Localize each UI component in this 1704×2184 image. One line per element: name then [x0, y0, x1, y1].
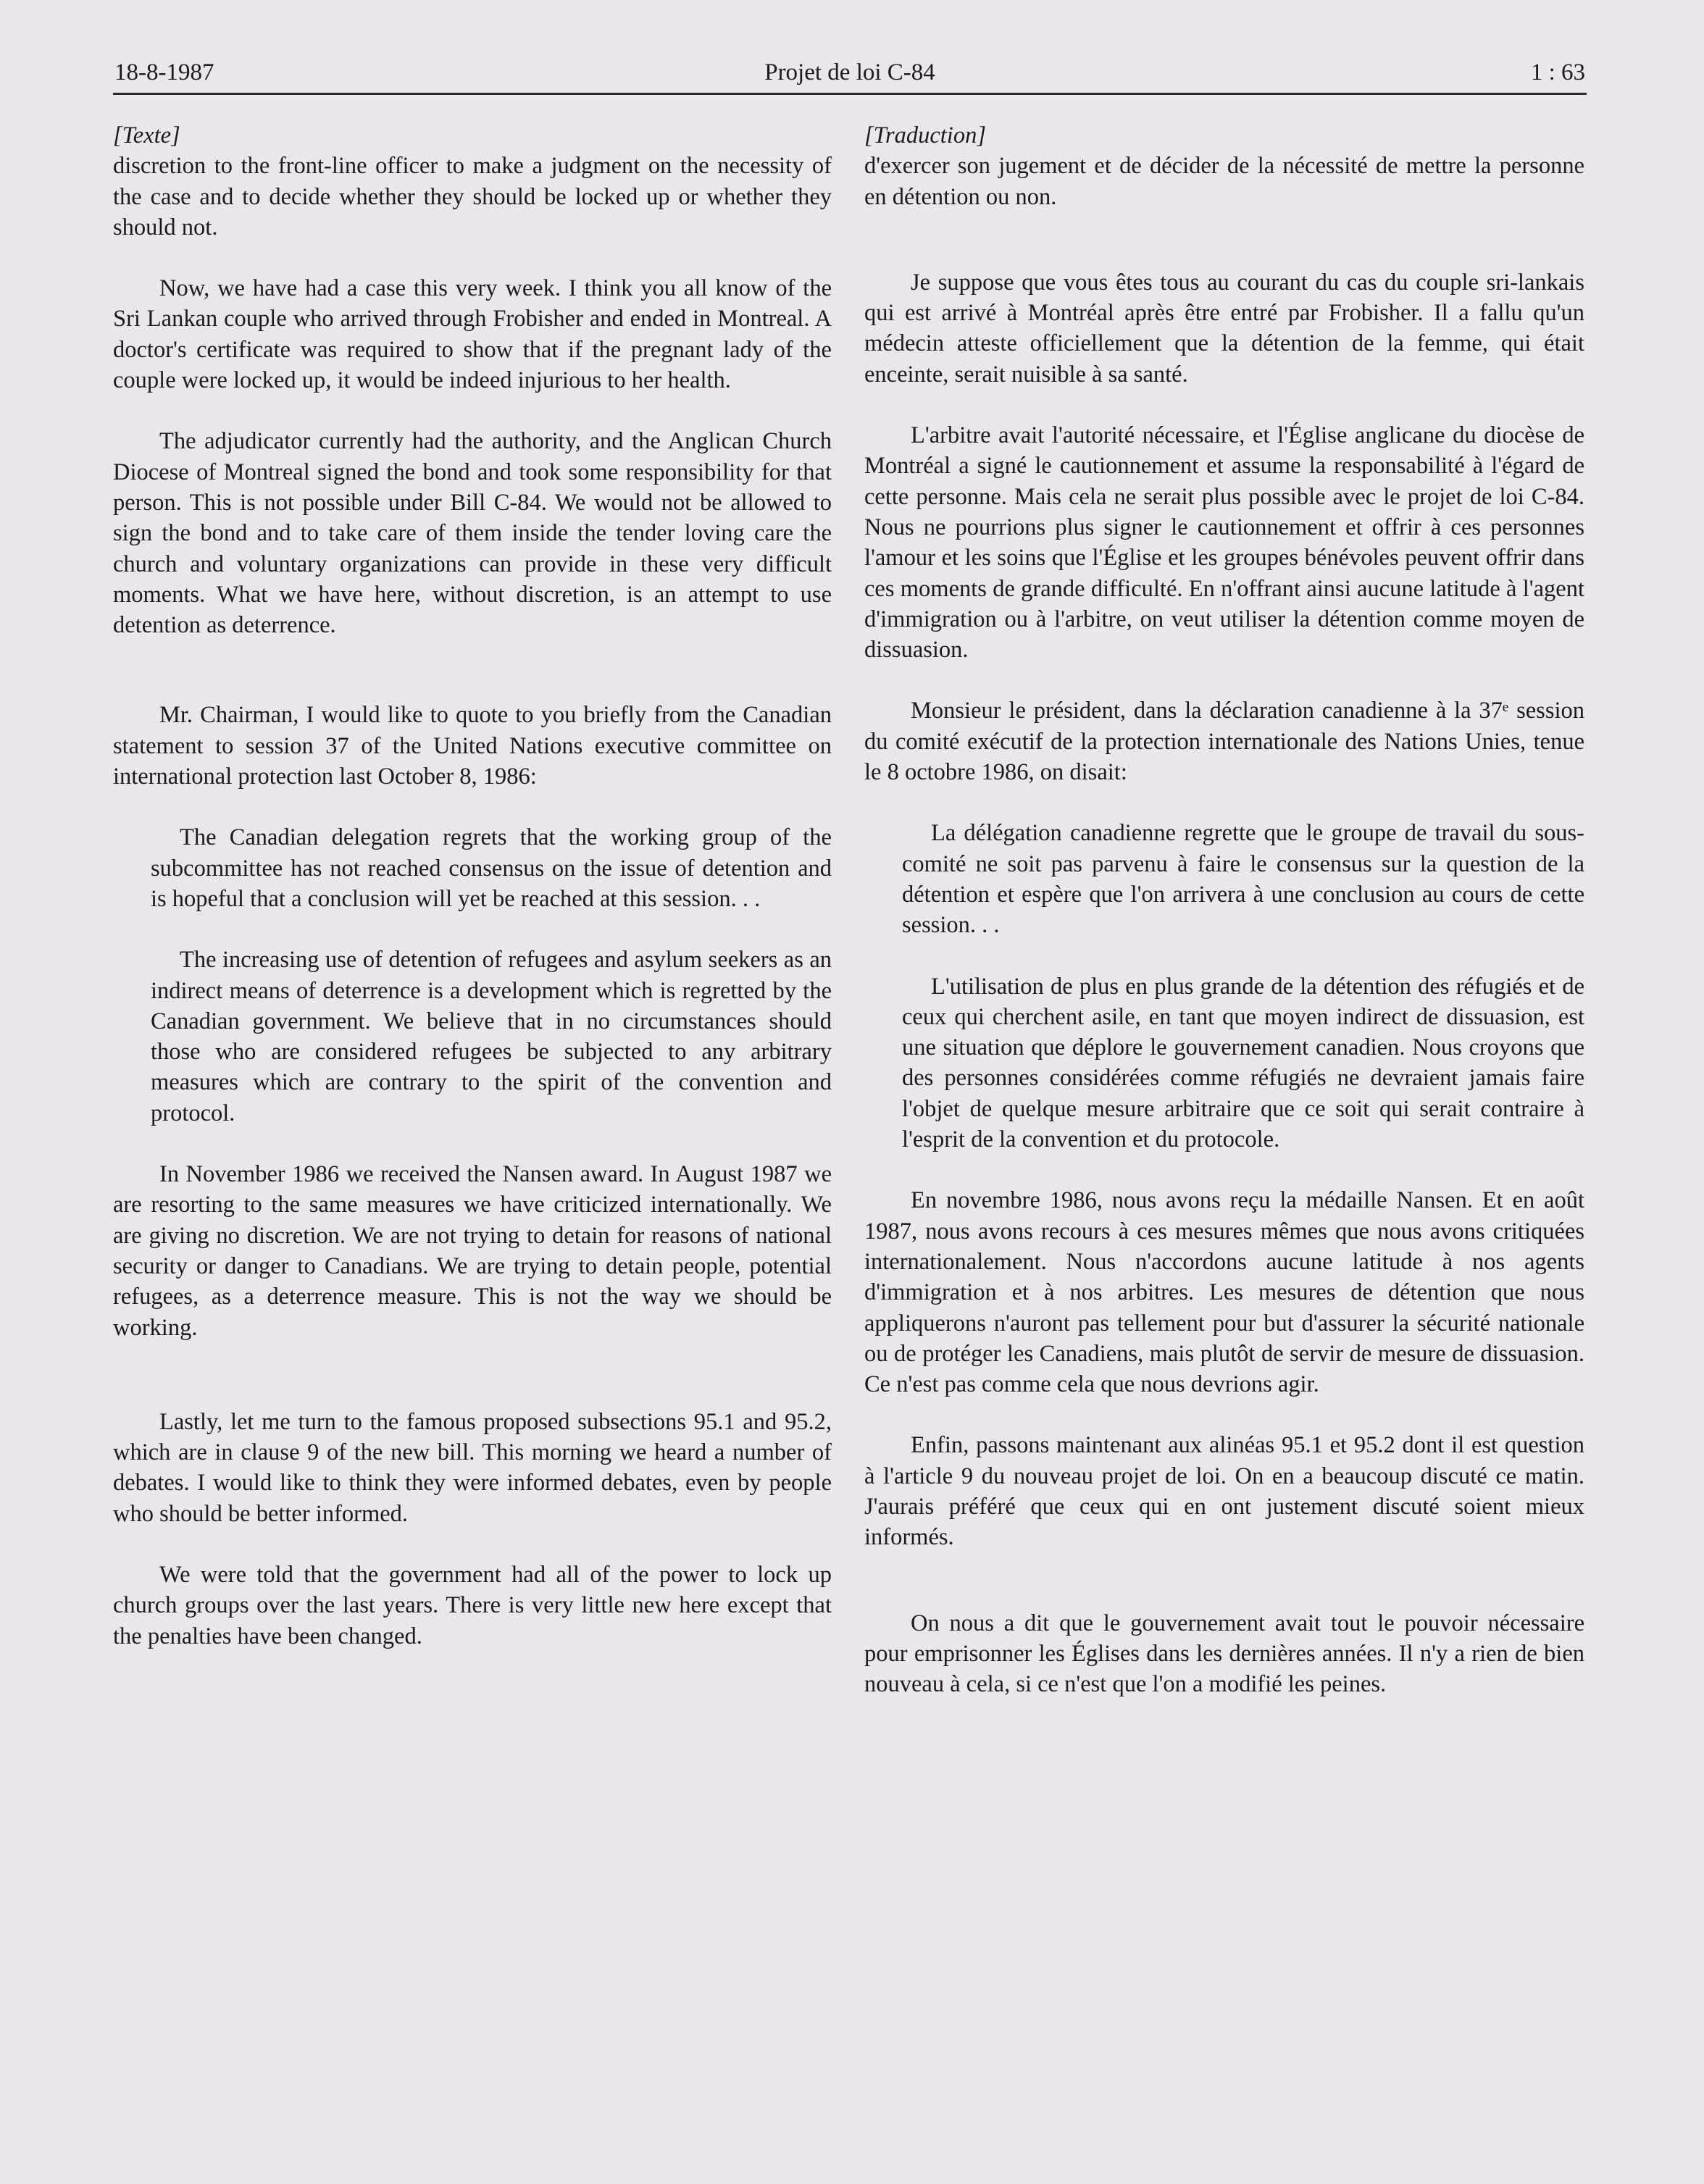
header-rule	[113, 93, 1587, 95]
paragraph: Lastly, let me turn to the famous proposed subsections 95.1 and 95.2, which are in clause 9 of the new bill. This morning we heard a number of debates. I would like to think they were informed debates, even by people who should be better informed.	[113, 1408, 832, 1527]
paragraph: Je suppose que vous êtes tous au courant du cas du couple sri-lankais qui est arrivé à Montréal après être entré par Frobisher. Il a fallu qu'un médecin atteste officiellement que la détention de la femme, qui était enceinte, serait nuisible à sa santé.	[864, 269, 1584, 388]
column-label-traduction: [Traduction]	[864, 122, 986, 148]
paragraph: On nous a dit que le gouvernement avait tout le pouvoir nécessaire pour emprisonner les Églises dans les dernières années. Il n'y a rien de bien nouveau à cela, si ce n'est que l'on a modifié les peines.	[864, 1610, 1584, 1698]
paragraph: Monsieur le président, dans la déclaration canadienne à la 37ᵉ session du comité exécutif de la protection internationale des Nations Unies, tenue le 8 octobre 1986, on disait:	[864, 698, 1584, 786]
header-date: 18-8-1987	[114, 59, 214, 85]
column-label-texte: [Texte]	[113, 122, 180, 148]
paragraph: We were told that the government had all of the power to lock up church groups over the last years. There is very little new here except that the penalties have been changed.	[113, 1561, 832, 1649]
quoted-paragraph: The increasing use of detention of refugees and asylum seekers as an indirect means of deterrence is a development which is regretted by the Canadian government. We believe that in no circumstances should those who are considered refugees be subjected to any arbitrary measures which are contrary to the spirit of the convention and protocol.	[151, 947, 832, 1126]
paragraph: En novembre 1986, nous avons reçu la médaille Nansen. Et en août 1987, nous avons recours à ces mesures mêmes que nous avons critiquées internationalement. Nous n'accordons aucune latitude à nos agents d'immigration et à nos arbitres. Les mesures de détention que nous appliquerons n'auront pas tellement pour but d'assurer la sécurité nationale ou de protéger les Canadiens, mais plutôt de servir de mesure de dissuasion. Ce n'est pas comme cela que nous devrions agir.	[864, 1187, 1584, 1398]
quoted-paragraph: La délégation canadienne regrette que le groupe de travail du sous-comité ne soit pas parvenu à faire le consensus sur la question de la détention et espère que l'on arrivera à une conclusion au cours de cette session. . .	[902, 820, 1584, 939]
paragraph: The adjudicator currently had the authority, and the Anglican Church Diocese of Montreal signed the bond and took some responsibility for that person. This is not possible under Bill C-84. We would not be allowed to sign the bond and to take care of them inside the tender loving care the church and voluntary organizations can provide in these very difficult moments. What we have here, without discretion, is an attempt to use detention as deterrence.	[113, 428, 832, 639]
paragraph: discretion to the front-line officer to make a judgment on the necessity of the case and to decide whether they should be locked up or whether they should not.	[113, 153, 832, 240]
quoted-paragraph: The Canadian delegation regrets that the working group of the subcommittee has not reached consensus on the issue of detention and is hopeful that a conclusion will yet be reached at this session. . .	[151, 824, 832, 912]
paragraph: Enfin, passons maintenant aux alinéas 95.1 et 95.2 dont il est question à l'article 9 du nouveau projet de loi. On en a beaucoup discuté ce matin. J'aurais préféré que ceux qui en ont justement discuté soient mieux informés.	[864, 1432, 1584, 1551]
header-page-number: 1 : 63	[1530, 59, 1585, 85]
paragraph: Now, we have had a case this very week. I think you all know of the Sri Lankan couple who arrived through Frobisher and ended in Montreal. A doctor's certificate was required to show that if the pregnant lady of the couple were locked up, it would be indeed injurious to her health.	[113, 275, 832, 394]
french-column	[864, 120, 1584, 1730]
paragraph: L'arbitre avait l'autorité nécessaire, et l'Église anglicane du diocèse de Montréal a signé le cautionnement et assume la responsabilité à l'égard de cette personne. Mais cela ne serait plus possible avec le projet de loi C-84. Nous ne pourrions plus signer le cautionnement et offrir à ces personnes l'amour et les soins que l'Église et les groupes bénévoles peuvent offrir dans ces moments de grande difficulté. En n'offrant ainsi aucune latitude à l'agent d'immigration ou à l'arbitre, on veut utiliser la détention comme moyen de dissuasion.	[864, 422, 1584, 664]
paragraph: Mr. Chairman, I would like to quote to you briefly from the Canadian statement to session 37 of the United Nations executive committee on international protection last October 8, 1986:	[113, 702, 832, 790]
english-column	[113, 120, 832, 1682]
quoted-paragraph: L'utilisation de plus en plus grande de la détention des réfugiés et de ceux qui cherchent asile, en tant que moyen indirect de dissuasion, est une situation que déplore le gouvernement canadien. Nous croyons que des personnes considérées comme réfugiés ne devraient jamais faire l'objet de quelque mesure arbitraire que ce soit qui serait contraire à l'esprit de la convention et du protocole.	[902, 973, 1584, 1153]
paragraph: In November 1986 we received the Nansen award. In August 1987 we are resorting to the same measures we have criticized internationally. We are giving no discretion. We are not trying to detain for reasons of national security or danger to Canadians. We are trying to detain people, potential refugees, as a deterrence measure. This is not the way we should be working.	[113, 1161, 832, 1341]
paragraph: d'exercer son jugement et de décider de la nécessité de mettre la personne en détention ou non.	[864, 153, 1584, 210]
header-title: Projet de loi C-84	[764, 59, 935, 85]
